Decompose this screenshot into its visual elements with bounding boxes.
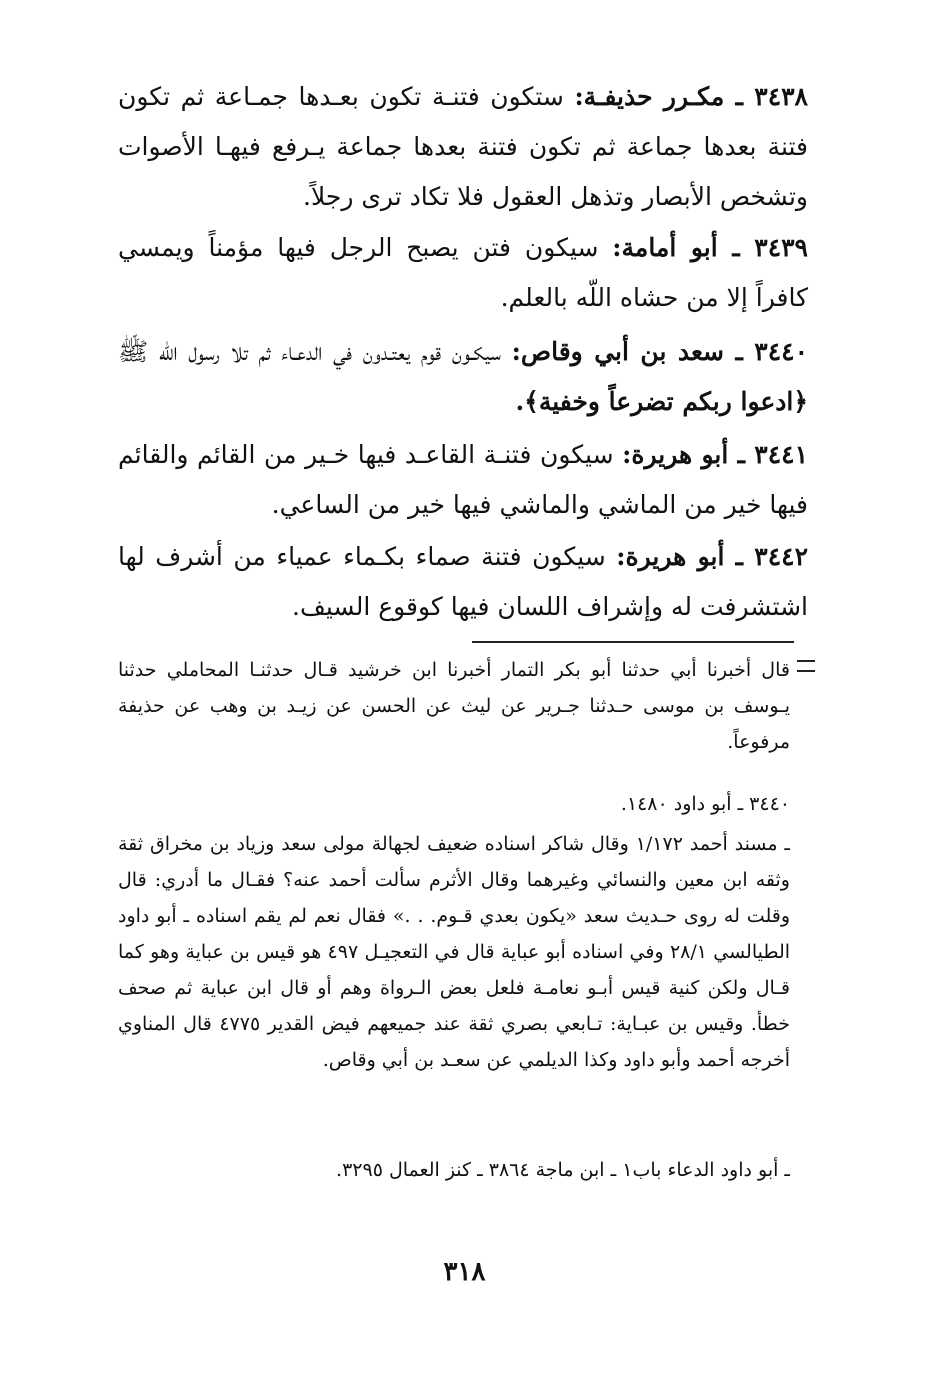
entry-text: سيكون فتن يصبح الرجل فيها مؤمناً ويمسي كافراً إلا من حشاه اللّه بالعلم.	[118, 233, 808, 312]
entry-heading: ٣٤٤١ ـ أبو هريرة:	[622, 440, 808, 469]
footnote-marker-icon	[797, 660, 815, 676]
entry-text: سيكون فتنة صماء بكـماء عمياء من أشرف لها اشتشرفت له وإشراف اللسان فيها كوقوع السيف.	[118, 542, 808, 621]
hadith-entry-3439	[118, 223, 808, 323]
entry-text: ستكون فتنـة تكون بعـدها جمـاعة ثم تكون فتنة بعدها جماعة ثم تكون فتنة بعدها جماعة يـرفع فيهـا الأصوات وتشخص الأبصار وتذهل العقول فلا تكاد ترى رجلاً.	[118, 82, 808, 211]
entry-heading: ٣٤٤٠ ـ سعد بن أبي وقاص:	[511, 337, 808, 366]
footnote-3440-ref: ٣٤٤٠ ـ أبو داود ١٤٨٠.	[620, 793, 790, 815]
entry-text: سيكـون قوم يعتـدون في الدعـاء ثم تلا رسول اللّه ﷺ	[118, 337, 501, 366]
hadith-entry-3438	[118, 72, 808, 222]
entry-heading: ٣٤٣٨ ـ مكـرر حذيفـة:	[574, 82, 808, 111]
quran-quote: ﴿ادعوا ربكم تضرعاً وخفية﴾.	[515, 387, 808, 416]
entry-heading: ٣٤٤٢ ـ أبو هريرة:	[616, 542, 809, 571]
footnote-abu-dawud-dua: ـ أبو داود الدعاء باب١ ـ ابن ماجة ٣٨٦٤ ـ كنز العمال ٣٢٩٥.	[336, 1159, 790, 1181]
footnote-musnad-ahmad: ـ مسند أحمد ١/١٧٢ وقال شاكر اسناده ضعيف لجهالة مولى سعد وزياد بن مخراق ثقة وثقه ابن معين والنسائي وغيرهما وقال الأثرم سألت أحمد عنه؟ فقـال ما أدري: قال وقلت له روى حـديث سعد «يكون بعدي قـوم. . .» فقال نعم لم يقم اسناده ـ أبو داود الطيالسي ٢٨/١ وفي اسناده أبو عباية قال في التعجيـل ٤٩٧ هو قيس بن عباية وهو كما قـال ولكن كنية قيس أبـو نعامـة فلعل بعض الـرواة وهم أو قال ابن عباية ثم صحف خطأ. وقيس بن عبـاية: تـابعي بصري ثقة عند جميعهم فيض القدير ٤٧٧٥ قال المناوي أخرجه أحمد وأبو داود وكذا الديلمي عن سعـد بن أبي وقاص.	[118, 833, 791, 1071]
footnote-divider	[472, 641, 794, 643]
entry-text: سيكون فتنـة القاعـد فيها خـير من القائم والقائم فيها خير من الماشي والماشي فيها خير من الساعي.	[118, 440, 808, 519]
hadith-entry-3442	[118, 532, 808, 632]
entry-heading: ٣٤٣٩ ـ أبو أمامة:	[612, 233, 808, 262]
footnote-isnad: قال أخبرنا أبي حدثنا أبو بكر التمار أخبرنا ابن خرشيد قـال حدثنـا المحاملي حدثنا يـوسف بن موسى حـدثنا جـرير عن ليث عن الحسن عن زيـد بن وهب عن حذيفة مرفوعاً.	[118, 659, 790, 753]
hadith-entry-3441	[118, 430, 808, 530]
hadith-entry-3440	[118, 327, 808, 427]
page-number: ٣١٨	[443, 1257, 486, 1287]
